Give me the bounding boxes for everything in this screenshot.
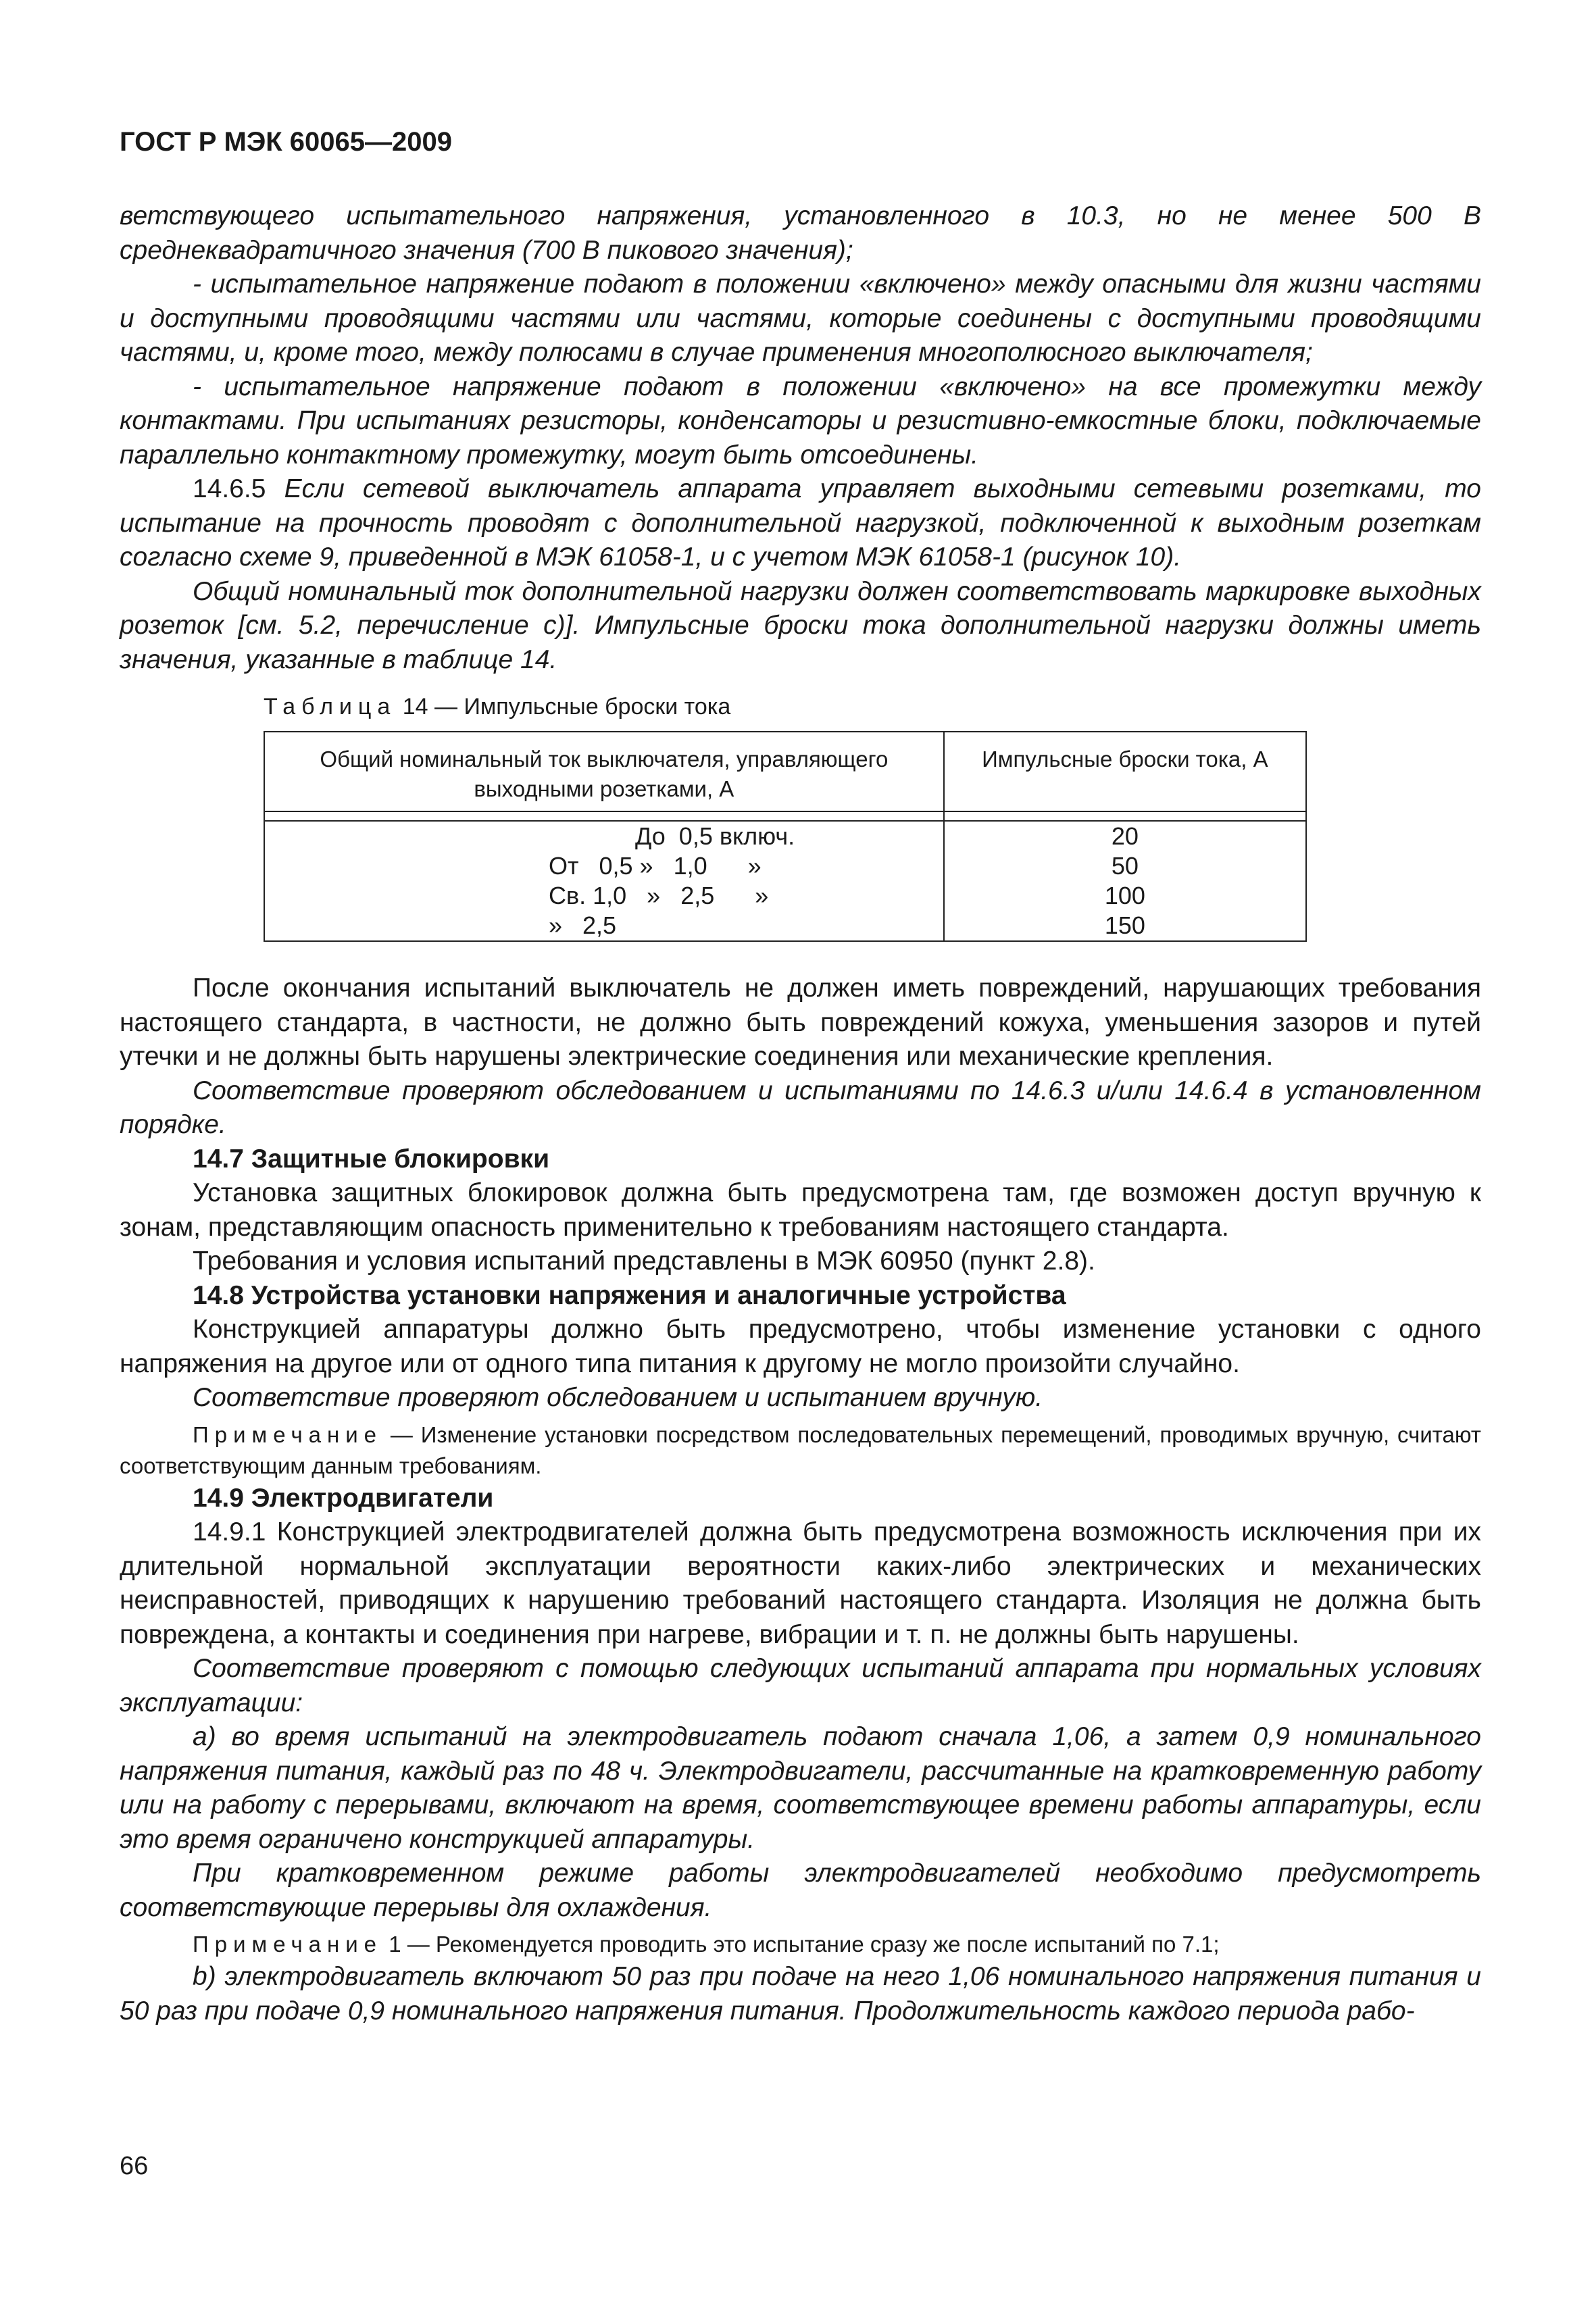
section-heading: 14.8 Устройства установки напряжения и аналогичные устройства xyxy=(193,1280,1066,1310)
section-heading: 14.7 Защитные блокировки xyxy=(193,1144,550,1174)
table-cell: Св. 1,0 » 2,5 » xyxy=(549,882,769,909)
table-cell: До 0,5 включ. xyxy=(635,822,795,850)
document-header: ГОСТ Р МЭК 60065—2009 xyxy=(120,127,453,157)
paragraph: - испытательное напряжение подают в положении «включено» на все промежутки между контактами. При испытаниях резисторы, конденсаторы и резистивно-емкостные блоки, подключаемые параллельно контактному промежутку, могут быть отсоединены. xyxy=(120,372,1481,470)
table-header-row xyxy=(264,732,1306,811)
table-cell: 20 xyxy=(1111,822,1139,850)
table-caption xyxy=(264,692,1481,722)
table-caption-label: Таблица xyxy=(264,694,397,720)
table-value-cell xyxy=(944,821,1306,941)
clause-number: 14.6.5 xyxy=(193,474,266,503)
paragraph: b) электродвигатель включают 50 раз при подаче на него 1,06 номинального напряжения питания и 50 раз при подаче 0,9 номинального напряжения питания. Продолжительность каждого периода рабо- xyxy=(120,1962,1481,2026)
paragraph: а) во время испытаний на электродвигатель подают сначала 1,06, а затем 0,9 номинального напряжения питания, каждый раз по 48 ч. Электродвигатели, рассчитанные на кратковременную работу или на работу с перерывами, включают на время, соответствующее времени работы аппаратуры, если это время ограничено конструкцией аппаратуры. xyxy=(120,1722,1481,1854)
table-header-cell: Общий номинальный ток выключателя, управляющего выходными розетками, А xyxy=(264,732,944,811)
paragraph: При кратковременном режиме работы электродвигателей необходимо предусмотреть соответствующие перерывы для охлаждения. xyxy=(120,1859,1481,1922)
paragraph: ветствующего испытательного напряжения, установленного в 10.3, но не менее 500 В среднеквадратичного значения (700 В пикового значения); xyxy=(120,201,1481,265)
paragraph: - испытательное напряжение подают в положении «включено» между опасными для жизни частями и доступными проводящими частями или частями, которые соединены с доступными проводящими частями, и, кроме того, между полюсами в случае применения многополюсного выключателя; xyxy=(120,270,1481,367)
table-header-cell: Импульсные броски тока, А xyxy=(944,732,1306,811)
paragraph: Соответствие проверяют с помощью следующих испытаний аппарата при нормальных условиях эксплуатации: xyxy=(120,1654,1481,1717)
document-body xyxy=(120,199,1481,2028)
table-14 xyxy=(264,731,1307,942)
paragraph: 14.9.1 Конструкцией электродвигателей должна быть предусмотрена возможность исключения при их длительной нормальной эксплуатации вероятности каких-либо электрических и механических неисправностей, приводящих к нарушению требований настоящего стандарта. Изоляция не должна быть повреждена, а контакты и соединения при нагреве, вибрации и т. п. не должны быть нарушены. xyxy=(120,1517,1481,1649)
table-range-cell xyxy=(264,821,944,941)
paragraph: Установка защитных блокировок должна быть предусмотрена там, где возможен доступ вручную к зонам, представляющим опасность применительно к требованиям настоящего стандарта. xyxy=(120,1178,1481,1242)
note xyxy=(120,1929,1481,1960)
note-text: — Изменение установки посредством последовательных перемещений, проводимых вручную, считают соответствующим данным требованиям. xyxy=(120,1422,1481,1478)
clause-text: Если сетевой выключатель аппарата управляет выходными сетевыми розетками, то испытание на прочность проводят с дополнительной нагрузкой, подключенной к выходным розеткам согласно схеме 9, приведенной в МЭК 61058-1, и с учетом МЭК 61058-1 (рисунок 10). xyxy=(120,474,1482,572)
paragraph: После окончания испытаний выключатель не должен иметь повреждений, нарушающих требования настоящего стандарта, в частности, не должно быть повреждений кожуха, уменьшения зазоров и путей утечки и не должны быть нарушены электрические соединения или механические крепления. xyxy=(120,974,1481,1071)
page-number: 66 xyxy=(120,2152,149,2180)
paragraph: Требования и условия испытаний представлены в МЭК 60950 (пункт 2.8). xyxy=(193,1247,1095,1276)
table-cell: 100 xyxy=(1104,882,1145,909)
clause-14-6-5 xyxy=(120,472,1481,575)
table-body-row xyxy=(264,821,1306,941)
paragraph: Соответствие проверяют обследованием и испытаниями по 14.6.3 и/или 14.6.4 в установленном порядке. xyxy=(120,1076,1481,1139)
note xyxy=(120,1419,1481,1482)
table-cell: 50 xyxy=(1111,852,1139,880)
note-label: Примечание xyxy=(193,1422,383,1447)
table-cell: 150 xyxy=(1104,911,1145,939)
table-gap-row xyxy=(264,811,1306,821)
note-text: 1 — Рекомендуется проводить это испытание сразу же после испытаний по 7.1; xyxy=(389,1932,1220,1957)
section-heading: 14.9 Электродвигатели xyxy=(193,1483,494,1513)
table-cell: » 2,5 xyxy=(549,911,617,939)
note-label: Примечание xyxy=(193,1932,383,1957)
paragraph: Общий номинальный ток дополнительной нагрузки должен соответствовать маркировке выходных розеток [см. 5.2, перечисление с)]. Импульсные броски тока дополнительной нагрузки должны иметь значения, указанные в таблице 14. xyxy=(120,576,1481,674)
paragraph: Конструкцией аппаратуры должно быть предусмотрено, чтобы изменение установки с одного напряжения на другое или от одного типа питания к другому не могло произойти случайно. xyxy=(120,1315,1481,1378)
paragraph: Соответствие проверяют обследованием и испытанием вручную. xyxy=(193,1383,1043,1412)
table-cell: От 0,5 » 1,0 » xyxy=(549,852,762,880)
table-caption-title: 14 — Импульсные броски тока xyxy=(402,694,731,720)
